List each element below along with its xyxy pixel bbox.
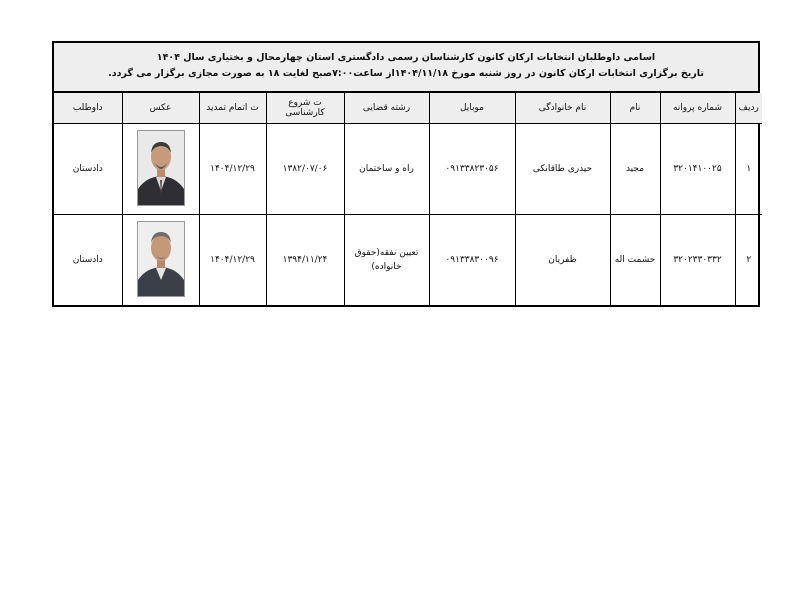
col-header-candidate: داوطلب <box>54 93 122 124</box>
cell-field <box>344 215 429 306</box>
title-block <box>54 43 758 93</box>
candidates-table <box>54 93 762 305</box>
field-text: راه و ساختمان <box>359 164 414 174</box>
candidate-photo <box>137 221 185 297</box>
col-header-field: رشته قضایی <box>344 93 429 124</box>
cell-field <box>344 124 429 215</box>
table-row <box>54 215 762 306</box>
cell-start-date: ۱۳۹۴/۱۱/۲۴ <box>266 215 344 306</box>
cell-photo <box>122 124 199 215</box>
title-line-2: تاریخ برگزاری انتخابات ارکان کانون در روز شنبه مورخ ۱۴۰۴/۱۱/۱۸از ساعت۷:۰۰صبح لغایت ۱۸ به صورت مجازی برگزار می گردد. <box>108 68 704 79</box>
col-header-start-date: ت شروع کارشناسی <box>266 93 344 124</box>
field-text: تعیین نفقه(حقوق خانواده) <box>354 248 419 272</box>
candidate-photo <box>137 130 185 206</box>
cell-first-name: حشمت اله <box>610 215 660 306</box>
col-header-last-name: نام خانوادگی <box>515 93 610 124</box>
col-header-row-number: ردیف <box>735 93 762 124</box>
cell-first-name: مجید <box>610 124 660 215</box>
cell-mobile: ۰۹۱۳۳۸۲۳۰۵۶ <box>429 124 515 215</box>
cell-candidate: دادستان <box>54 215 122 306</box>
table-row <box>54 124 762 215</box>
cell-mobile: ۰۹۱۳۳۸۳۰۰۹۶ <box>429 215 515 306</box>
cell-end-date: ۱۴۰۴/۱۲/۲۹ <box>199 215 266 306</box>
candidates-sheet <box>52 41 760 307</box>
cell-last-name: حیدری طاقانکی <box>515 124 610 215</box>
cell-end-date: ۱۴۰۴/۱۲/۲۹ <box>199 124 266 215</box>
table-header-row <box>54 93 762 124</box>
cell-start-date: ۱۳۸۲/۰۷/۰۶ <box>266 124 344 215</box>
cell-last-name: ظفریان <box>515 215 610 306</box>
cell-license: ۳۲۰۲۳۳۰۳۳۲ <box>660 215 735 306</box>
cell-license: ۳۲۰۱۴۱۰۰۲۵ <box>660 124 735 215</box>
cell-photo <box>122 215 199 306</box>
col-header-first-name: نام <box>610 93 660 124</box>
col-header-end-date: ت اتمام تمدید <box>199 93 266 124</box>
cell-candidate: دادستان <box>54 124 122 215</box>
col-header-photo: عکس <box>122 93 199 124</box>
title-line-1: اسامی داوطلبان انتخابات ارکان کانون کارشناسان رسمی دادگستری استان چهارمحال و بختیاری سال ۱۴۰۴ <box>156 52 656 63</box>
col-header-license: شماره پروانه <box>660 93 735 124</box>
cell-row-number: ۱ <box>735 124 762 215</box>
cell-row-number: ۲ <box>735 215 762 306</box>
col-header-mobile: موبایل <box>429 93 515 124</box>
